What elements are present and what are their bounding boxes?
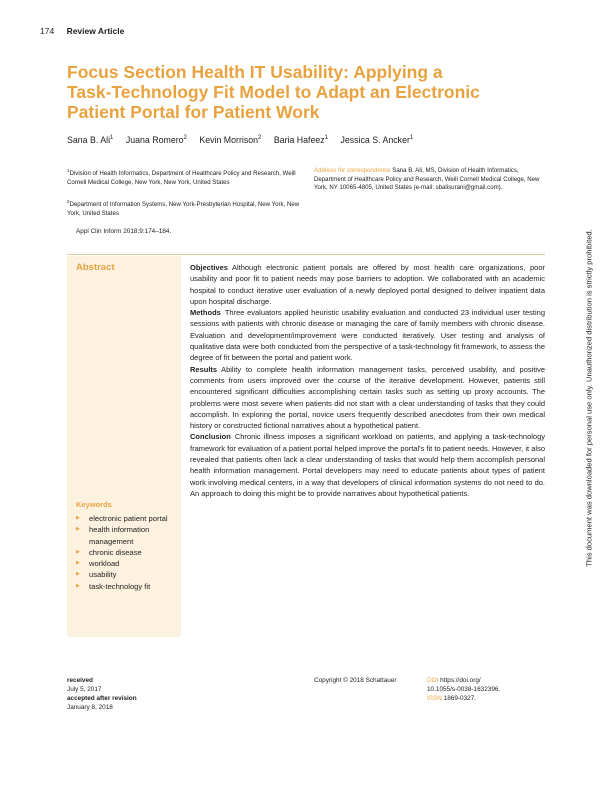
- doi-block: [427, 676, 500, 703]
- author: Kevin Morrison$^2$: [199, 135, 262, 145]
- correspondence: [314, 167, 544, 193]
- keywords-heading: Keywords: [76, 500, 112, 509]
- running-header: [40, 26, 124, 36]
- abstract-body: [190, 262, 545, 499]
- doi-link[interactable]: https://doi.org/: [440, 677, 481, 684]
- correspondence-text: Sana B. Ali, MS, Division of Health Informatics, Department of Healthcare Policy and Research, Weill Cornell Medical College, New York, NY 10065-4805, United States (e-mail: sbalisurani@gmail.com).: [314, 167, 540, 192]
- correspondence-label: Address for correspondence: [314, 167, 391, 174]
- received-label: received: [67, 677, 93, 684]
- copyright: Copyright © 2018 Schattauer: [314, 677, 397, 684]
- author: Sana B. Ali$^1$: [67, 135, 114, 145]
- issn-value: 1869-0327.: [443, 695, 477, 702]
- keyword-item: ▶ usability: [76, 569, 176, 580]
- doi-label: DOI: [427, 677, 439, 684]
- author-list: [67, 135, 507, 145]
- keyword-item: ▶ health information management: [76, 524, 176, 547]
- accepted-label: accepted after revision: [67, 695, 137, 702]
- abstract-section: Methods Three evaluators applied heuristic usability evaluation and conducted 23 individual user testing sessions with patients with chronic disease or managing the care of family members with chronic disease. Evaluation and development/improvement were conducted iteratively. User testing and analysis of qualitative data were both conducted from the perspective of a task-technology fit framework, to assess the degree of fit between the portal and patient work.: [190, 308, 545, 363]
- keyword-list: [76, 513, 176, 592]
- author: Jessica S. Ancker$^1$: [340, 135, 414, 145]
- received-date: July 5, 2017: [67, 686, 102, 693]
- accepted-date: January 8, 2018: [67, 704, 113, 711]
- divider: [67, 254, 545, 255]
- author: Baria Hafeez$^1$: [273, 135, 329, 145]
- citation: Appl Clin Inform 2018;9:174–184.: [76, 228, 172, 235]
- author: Juana Romero$^2$: [125, 135, 187, 145]
- affiliation: $^2$Department of Information Systems, New York-Presbyterian Hospital, New York, New York, United States: [67, 199, 300, 217]
- abstract-section: Conclusion Chronic illness imposes a significant workload on patients, and applying a task-technology framework for evaluation of a patient portal helped improve the portal's fit to patient needs. However, it also revealed that patients often lack a clear understanding of tasks that would help them accomplish personal health information management. Portal developers may need to educate patients about types of patient work involving medical centers, in a way that developers of clinical information systems do not need to do. An approach to doing this might be to provide narratives about hypothetical patients.: [190, 432, 545, 498]
- dates-block: [67, 676, 187, 712]
- issn-label: ISSN: [427, 695, 442, 702]
- keyword-item: ▶ electronic patient portal: [76, 513, 176, 524]
- affiliation: $^1$Division of Health Informatics, Department of Healthcare Policy and Research, Weill Cornell Medical College, New York, New York, United States: [67, 168, 296, 186]
- keyword-item: ▶ task-technology fit: [76, 581, 176, 592]
- keyword-item: ▶ workload: [76, 558, 176, 569]
- doi-value[interactable]: 10.1055/s-0038-1632396.: [427, 686, 501, 693]
- abstract-heading: Abstract: [76, 262, 115, 273]
- abstract-section: Objectives Although electronic patient portals are offered by most health care organizations, poor usability and poor fit to patient needs may pose barriers to adoption. We collaborated with an academic hospital to conduct iterative user evaluation of a newly deployed portal designed to deliver inpatient data upon hospital discharge.: [190, 263, 545, 306]
- section-label: Review Article: [66, 26, 125, 36]
- abstract-section: Results Ability to complete health information management tasks, perceived usability, and positive comments from users improved over the course of the iterative development. However, patients still encountered significant difficulties accomplishing certain tasks such as setting up proxy accounts. The problems were most severe when patients did not start with a clear understanding of tasks that they could accomplish. In exploring the portal, novice users frequently described anecdotes from their own medical history or constructed fictional narratives about a hypothetical patient.: [190, 364, 545, 431]
- keyword-item: ▶ chronic disease: [76, 547, 176, 558]
- article-title: Focus Section Health IT Usability: Applying a Task-Technology Fit Model to Adapt an Electronic Patient Portal for Patient Work: [67, 62, 480, 122]
- page-number: 174: [40, 26, 55, 36]
